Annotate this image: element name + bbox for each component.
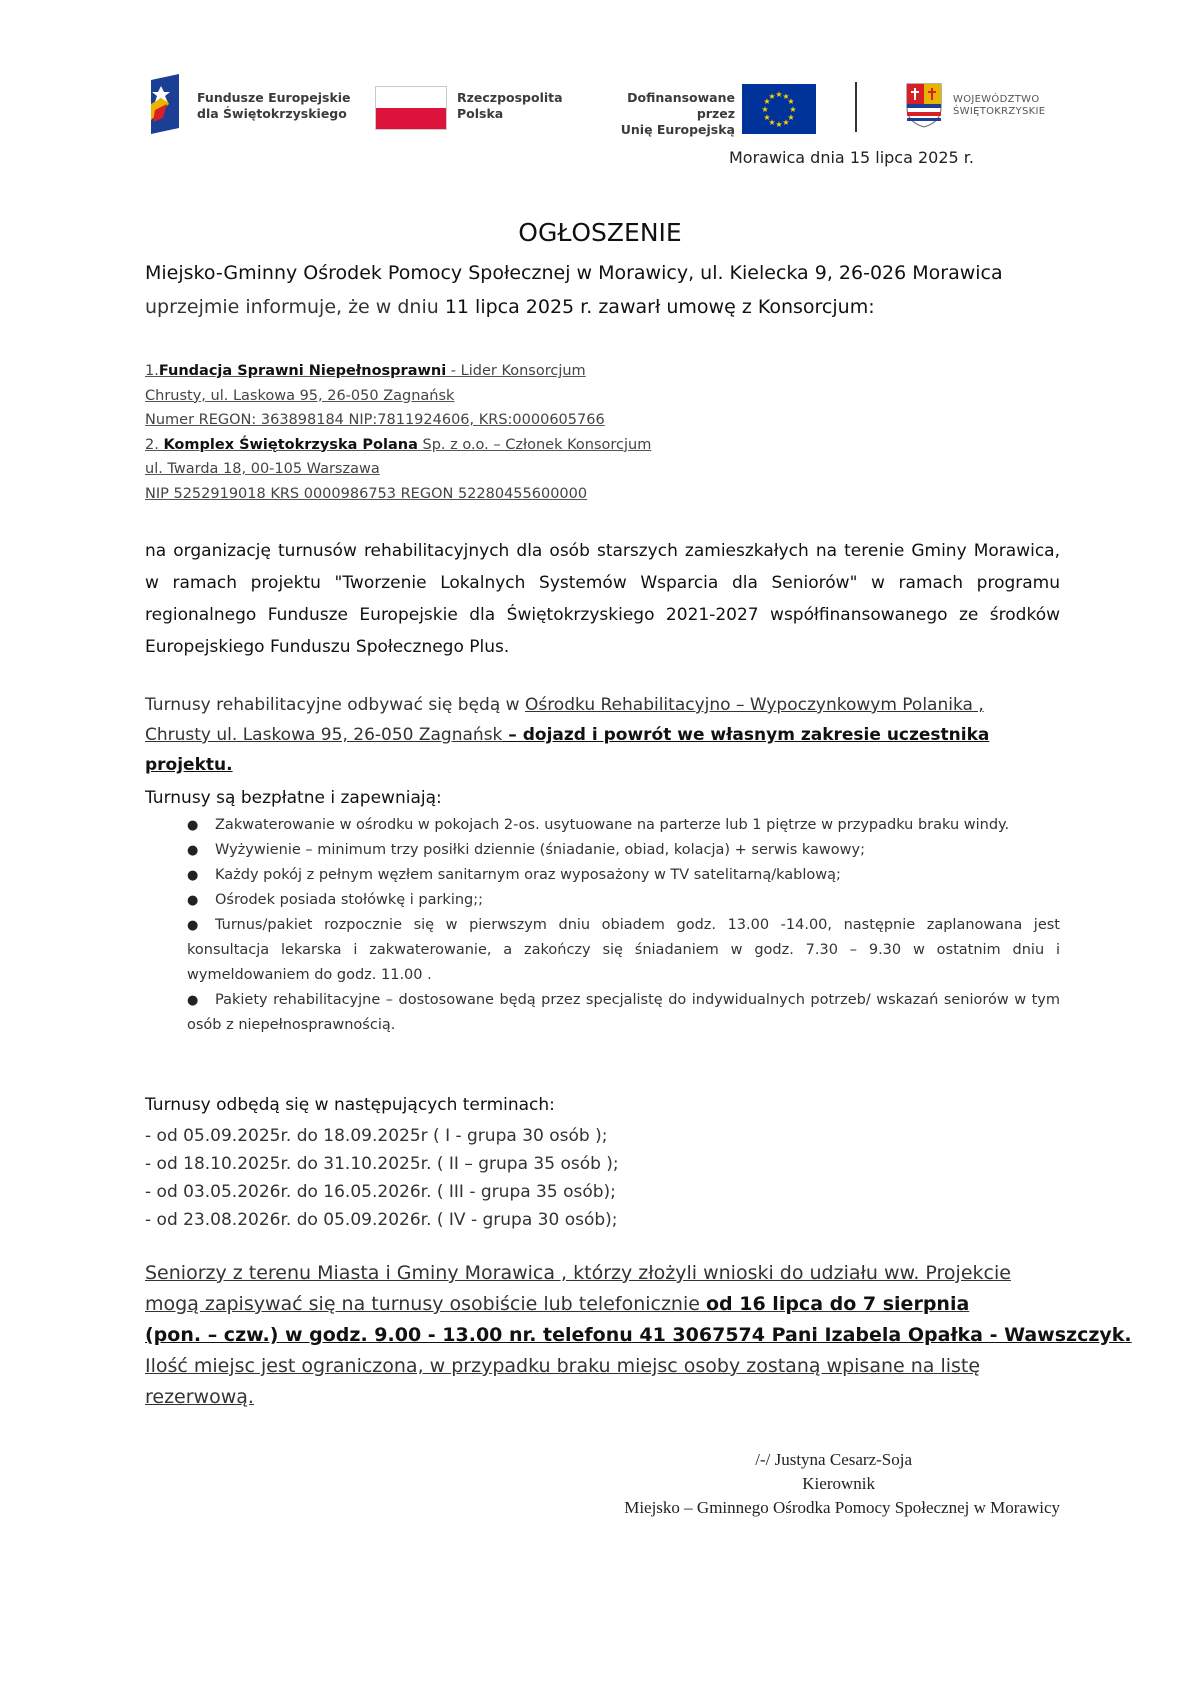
- bullet-icon: ●: [187, 868, 199, 883]
- bullet-icon: ●: [187, 918, 199, 933]
- list-item: ● Pakiety rehabilitacyjne – dostosowane będą przez specjalistę do indywidualnych potrzeb/ wskazań seniorów w tym osób z niepełnosprawnością.: [187, 988, 1060, 1038]
- consortium-member-2-ids: NIP 5252919018 KRS 0000986753 REGON 52280455600000: [145, 485, 588, 502]
- intro-line-2: uprzejmie informuje, że w dniu 11 lipca 2025 r. zawarł umowę z Konsorcjum:: [145, 296, 875, 318]
- svg-text:★: ★: [775, 120, 783, 129]
- swietokrzyskie-crest-icon: [905, 82, 943, 128]
- svg-text:★: ★: [768, 118, 776, 127]
- wojewodztwo-label: WOJEWÓDZTWO ŚWIĘTOKRZYSKIE: [953, 94, 1046, 117]
- list-item: - od 05.09.2025r. do 18.09.2025r ( I - grupa 30 osób );: [145, 1126, 608, 1146]
- list-item: ● Zakwaterowanie w ośrodku w pokojach 2-os. usytuowane na parterze lub 1 piętrze w przypadku braku windy.: [187, 813, 1060, 838]
- enrollment-paragraph: Seniorzy z terenu Miasta i Gminy Morawica , którzy złożyli wnioski do udziału ww. Projekcie mogą zapisywać się na turnusy osobiście lub telefonicznie od 16 lipca do 7 sierpnia (pon. – czw.) w godz. 9.00 - 13.00 nr. telefonu 41 3067574 Pani Izabela Opałka - Wawszczyk. Ilość miejsc jest ograniczona, w przypadku braku miejsc osoby zostaną wpisane na listę rezerwową.: [145, 1262, 1132, 1408]
- bullet-icon: ●: [187, 843, 199, 858]
- list-item: ● Każdy pokój z pełnym węzłem sanitarnym oraz wyposażony w TV satelitarną/kablową;: [187, 863, 1060, 888]
- consortium-block: [145, 359, 651, 506]
- eu-flag: [742, 84, 816, 134]
- document-date: Morawica dnia 15 lipca 2025 r.: [728, 148, 974, 167]
- svg-text:★: ★: [789, 105, 797, 114]
- fundusze-europejskie-label: Fundusze Europejskie dla Świętokrzyskiego: [197, 90, 351, 121]
- eu-funding-label: Dofinansowane przez Unię Europejską: [620, 90, 735, 137]
- benefits-heading: Turnusy są bezpłatne i zapewniają:: [145, 788, 442, 808]
- svg-text:★: ★: [787, 113, 795, 122]
- bullet-icon: ●: [187, 893, 199, 908]
- logo-strip: [145, 72, 1065, 142]
- signatory-role: Kierownik: [802, 1474, 875, 1493]
- list-item: ● Ośrodek posiada stołówkę i parking;;: [187, 888, 1060, 913]
- consortium-member-2: 2. Komplex Świętokrzyska Polana Sp. z o.o. – Członek Konsorcjum: [145, 436, 652, 453]
- list-item: - od 03.05.2026r. do 16.05.2026r. ( III - grupa 35 osób);: [145, 1182, 616, 1202]
- purpose-paragraph: na organizację turnusów rehabilitacyjnych dla osób starszych zamieszkałych na terenie Gminy Morawica, w ramach projektu "Tworzenie Lokalnych Systemów Wsparcia dla Seniorów" w ramach programu regionalnego Fundusze Europejskie dla Świętokrzyskiego 2021-2027 współfinansowanego ze środków Europejskiego Funduszu Społecznego Plus.: [145, 541, 1060, 657]
- logo-divider: [855, 82, 857, 132]
- svg-text:★: ★: [768, 92, 776, 101]
- signatory-name: /-/ Justyna Cesarz-Soja: [755, 1450, 912, 1469]
- terms-list: [145, 1122, 619, 1234]
- poland-flag: [375, 86, 447, 130]
- consortium-member-1-address: Chrusty, ul. Laskowa 95, 26-050 Zagnańsk: [145, 387, 455, 404]
- list-item: ● Turnus/pakiet rozpocznie się w pierwszym dniu obiadem godz. 13.00 -14.00, następnie zaplanowana jest konsultacja lekarska i zakwaterowanie, a zakończy się śniadaniem w godz. 7.30 – 9.30 w ostatnim dniu i wymeldowaniem do godz. 11.00 .: [187, 913, 1060, 988]
- svg-text:★: ★: [761, 105, 769, 114]
- bullet-icon: ●: [187, 818, 199, 833]
- list-item: - od 23.08.2026r. do 05.09.2026r. ( IV - grupa 30 osób);: [145, 1210, 618, 1230]
- svg-text:★: ★: [782, 118, 790, 127]
- page-title: OGŁOSZENIE: [518, 218, 682, 247]
- consortium-member-1-ids: Numer REGON: 363898184 NIP:7811924606, KRS:0000605766: [145, 412, 605, 428]
- rzeczpospolita-label: Rzeczpospolita Polska: [457, 90, 563, 121]
- signatory-organization: Miejsko – Gminnego Ośrodka Pomocy Społecznej w Morawicy: [624, 1498, 1060, 1517]
- intro-line-1: Miejsko-Gminny Ośrodek Pomocy Społecznej w Morawicy, ul. Kielecka 9, 26-026 Morawica: [145, 262, 1003, 284]
- fundusze-europejskie-logo: [145, 74, 185, 134]
- consortium-member-2-address: ul. Twarda 18, 00-105 Warszawa: [145, 461, 380, 477]
- svg-text:★: ★: [782, 92, 790, 101]
- svg-text:★: ★: [787, 97, 795, 106]
- svg-text:★: ★: [775, 90, 783, 99]
- list-item: ● Wyżywienie – minimum trzy posiłki dziennie (śniadanie, obiad, kolacja) + serwis kawowy;: [187, 838, 1060, 863]
- consortium-member-1: 1.Fundacja Sprawni Niepełnosprawni - Lider Konsorcjum: [145, 363, 586, 379]
- svg-text:★: ★: [763, 97, 771, 106]
- list-item: - od 18.10.2025r. do 31.10.2025r. ( II – grupa 35 osób );: [145, 1154, 619, 1174]
- svg-text:★: ★: [763, 113, 771, 122]
- benefits-list: [187, 813, 1060, 1038]
- signature-block: [500, 1448, 1060, 1520]
- location-paragraph: Turnusy rehabilitacyjne odbywać się będą w Ośrodku Rehabilitacyjno – Wypoczynkowym Polanika , Chrusty ul. Laskowa 95, 26-050 Zagnańsk – dojazd i powrót we własnym zakresie uczestnika projektu.: [145, 695, 990, 775]
- bullet-icon: ●: [187, 993, 199, 1008]
- terms-heading: Turnusy odbędą się w następujących terminach:: [145, 1095, 555, 1115]
